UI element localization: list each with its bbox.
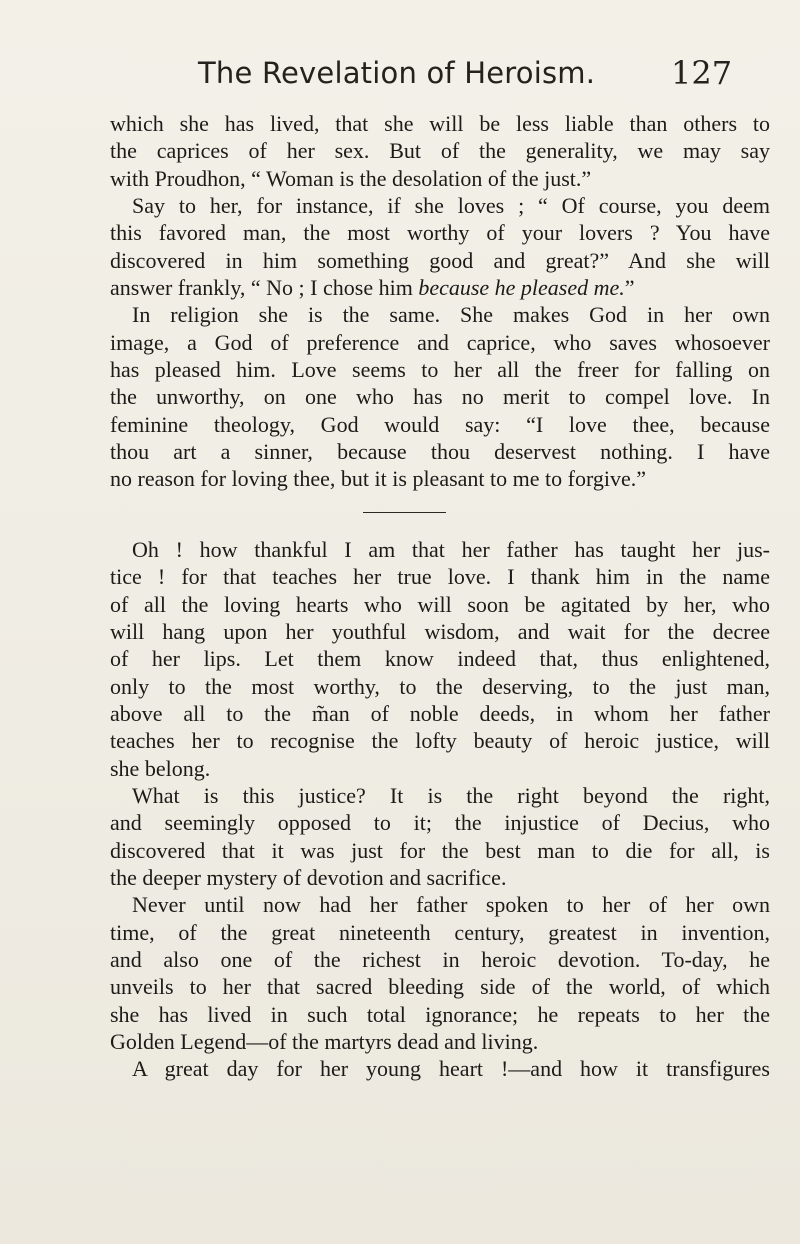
text-run: answer frankly, “ No ; I chose him xyxy=(110,275,419,301)
text-line: Oh ! how thankful I am that her father has taught her jus- xyxy=(132,536,770,562)
text-line: of her lips. Let them know indeed that, thus enlightened, xyxy=(110,646,770,672)
section-divider xyxy=(363,512,446,513)
text-line: image, a God of preference and caprice, who saves whosoever xyxy=(110,329,770,355)
text-line: Say to her, for instance, if she loves ; “ Of course, you deem xyxy=(132,193,770,219)
page-number: 127 xyxy=(671,54,733,92)
text-line: will hang upon her youthful wisdom, and wait for the decree xyxy=(110,618,770,644)
text-line: What is this justice? It is the right beyond the right, xyxy=(132,782,770,808)
text-line: the unworthy, on one who has no merit to compel love. In xyxy=(110,384,770,410)
running-title: The Revelation of Heroism. xyxy=(198,56,596,90)
text-line: she has lived in such total ignorance; he repeats to her the xyxy=(110,1001,770,1027)
text-line: no reason for loving thee, but it is pleasant to me to forgive.” xyxy=(110,466,647,492)
text-line: and also one of the richest in heroic devotion. To-day, he xyxy=(110,946,770,972)
text-line: discovered in him something good and great?” And she will xyxy=(110,247,770,273)
text-line: the caprices of her sex. But of the generality, we may say xyxy=(110,138,770,164)
text-line: this favored man, the most worthy of your lovers ? You have xyxy=(110,220,770,246)
text-line: In religion she is the same. She makes God in her own xyxy=(132,302,770,328)
text-line xyxy=(110,274,770,301)
text-line: Golden Legend—of the martyrs dead and living. xyxy=(110,1029,539,1054)
italic-phrase: because he pleased me. xyxy=(418,275,625,301)
text-line: time, of the great nineteenth century, greatest in invention, xyxy=(110,919,770,945)
text-line: she belong. xyxy=(110,755,211,781)
running-head xyxy=(198,56,738,96)
text-line: Never until now had her father spoken to her of her own xyxy=(132,892,770,918)
text-line: the deeper mystery of devotion and sacrifice. xyxy=(110,864,507,890)
text-line: which she has lived, that she will be less liable than others to xyxy=(110,111,770,136)
text-run: ” xyxy=(624,275,635,301)
text-line: A great day for her young heart !—and how it transfigures xyxy=(132,1056,770,1082)
text-line: teaches her to recognise the lofty beauty of heroic justice, will xyxy=(110,728,770,754)
text-line: unveils to her that sacred bleeding side of the world, of which xyxy=(110,974,770,1000)
text-line: tice ! for that teaches her true love. I thank him in the name xyxy=(110,564,770,590)
text-line: with Proudhon, “ Woman is the desolation of the just.” xyxy=(110,165,592,191)
text-line: and seemingly opposed to it; the injustice of Decius, who xyxy=(110,810,770,836)
text-line: thou art a sinner, because thou deservest nothing. I have xyxy=(110,439,770,465)
text-line: discovered that it was just for the best man to die for all, is xyxy=(110,837,770,863)
text-line: of all the loving hearts who will soon be agitated by her, who xyxy=(110,591,770,617)
text-line: feminine theology, God would say: “I love thee, because xyxy=(110,411,770,437)
text-line: has pleased him. Love seems to her all the freer for falling on xyxy=(110,357,770,383)
text-line: above all to the m̃an of noble deeds, in whom her father xyxy=(110,700,770,726)
body-text xyxy=(110,110,770,1083)
text-line: only to the most worthy, to the deserving, to the just man, xyxy=(110,673,770,699)
